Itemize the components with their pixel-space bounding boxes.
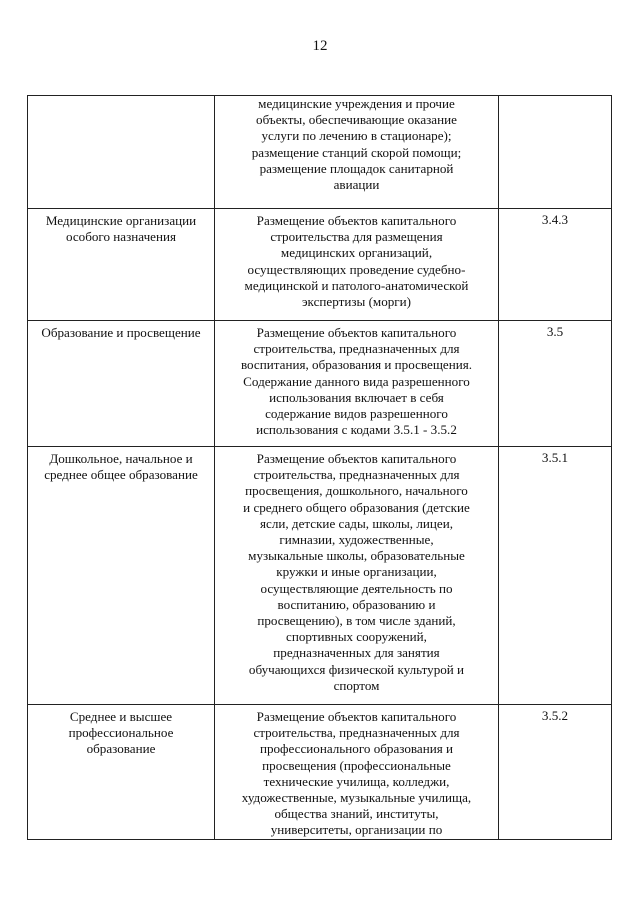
description-line: Размещение объектов капитального — [256, 451, 457, 466]
description-line: Размещение объектов капитального — [256, 213, 457, 228]
use-description-cell — [215, 209, 499, 321]
description-line: профессионального образования и — [259, 741, 454, 757]
description-line: объекты, обеспечивающие оказание — [256, 112, 457, 128]
use-name-cell — [28, 209, 215, 321]
name-line: профессиональное — [68, 725, 174, 741]
name-line: Медицинские организации — [45, 213, 197, 228]
description-line: медицинских организаций, — [280, 245, 433, 261]
name-line: образование — [86, 741, 156, 757]
description-line: содержание видов разрешенного — [265, 406, 448, 422]
description-line: Размещение объектов капитального — [256, 709, 457, 724]
description-line: общества знаний, институты, — [274, 806, 439, 822]
description-line: использования включает в себя — [269, 389, 444, 405]
description-line: Содержание данного вида разрешенного — [243, 373, 470, 389]
description-line: и среднего общего образования (детские — [243, 499, 470, 515]
page-number: 12 — [312, 38, 328, 54]
use-description-cell — [215, 705, 499, 840]
use-name-cell — [28, 447, 215, 705]
description-line: воспитания, образования и просвещения. — [240, 357, 473, 373]
description-line: гимназии, художественные, — [279, 532, 434, 548]
name-line: Образование и просвещение — [41, 325, 201, 340]
description-line: просвещению), в том числе зданий, — [257, 613, 456, 629]
name-line: Среднее и высшее — [69, 709, 173, 724]
description-line: воспитанию, образованию и — [277, 596, 436, 612]
table-row — [28, 447, 612, 705]
description-line: спортом — [333, 677, 380, 693]
description-line: спортивных сооружений, — [286, 629, 427, 645]
description-line: обучающихся физической культурой и — [248, 661, 465, 677]
description-line: строительства, предназначенных для — [253, 467, 460, 483]
use-code-cell — [499, 96, 612, 209]
use-description-cell — [215, 447, 499, 705]
description-line: университеты, организации по — [270, 822, 443, 838]
description-line: ясли, детские сады, школы, лицеи, — [259, 515, 453, 531]
description-line: осуществляющих проведение судебно- — [247, 261, 466, 277]
description-line: строительства, предназначенных для — [253, 725, 460, 741]
table-row — [28, 321, 612, 447]
name-line: Дошкольное, начальное и — [49, 451, 193, 466]
description-line: музыкальные школы, образовательные — [248, 548, 465, 564]
description-line: размещение станций скорой помощи; — [251, 144, 462, 160]
use-name-cell — [28, 705, 215, 840]
use-code-cell: 3.5.2 — [499, 705, 612, 840]
description-line: медицинские учреждения и прочие — [258, 96, 455, 111]
description-line: использования с кодами 3.5.1 - 3.5.2 — [256, 422, 457, 438]
description-line: услуги по лечению в стационаре); — [261, 128, 452, 144]
table-row — [28, 209, 612, 321]
description-line: кружки и иные организации, — [276, 564, 437, 580]
land-use-table — [27, 95, 612, 840]
description-line: строительства, предназначенных для — [253, 341, 460, 357]
description-line: строительства для размещения — [270, 229, 443, 245]
table-row — [28, 705, 612, 840]
description-line: художественные, музыкальные училища, — [241, 790, 472, 806]
description-line: просвещения (профессиональные — [262, 757, 451, 773]
use-code-cell: 3.4.3 — [499, 209, 612, 321]
use-description-cell — [215, 96, 499, 209]
description-line: авиации — [333, 177, 380, 193]
description-line: предназначенных для занятия — [273, 645, 440, 661]
use-name-cell — [28, 96, 215, 209]
description-line: экспертизы (морги) — [301, 294, 412, 310]
table-row — [28, 96, 612, 209]
name-line: особого назначения — [65, 229, 177, 245]
use-name-cell — [28, 321, 215, 447]
use-code-cell: 3.5.1 — [499, 447, 612, 705]
description-line: Размещение объектов капитального — [256, 325, 457, 340]
use-code-cell: 3.5 — [499, 321, 612, 447]
description-line: просвещения, дошкольного, начального — [245, 483, 468, 499]
description-line: технические училища, колледжи, — [263, 773, 450, 789]
description-line: медицинской и патолого-анатомической — [244, 277, 469, 293]
description-line: размещение площадок санитарной — [259, 160, 454, 176]
description-line: осуществляющие деятельность по — [260, 580, 453, 596]
name-line: среднее общее образование — [44, 467, 198, 483]
use-description-cell — [215, 321, 499, 447]
